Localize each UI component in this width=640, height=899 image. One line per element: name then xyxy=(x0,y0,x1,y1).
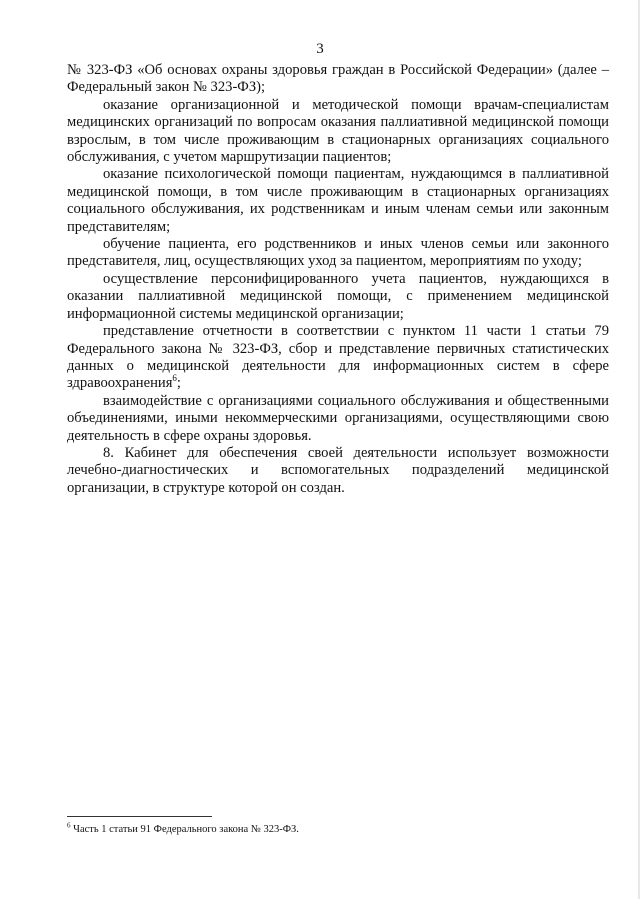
paragraph-law-reference: № 323-ФЗ «Об основах охраны здоровья граждан в Российской Федерации» (далее – Федеральный закон № 323-ФЗ); xyxy=(67,62,609,96)
footnote-reference: 6 xyxy=(172,373,177,384)
page-number: 3 xyxy=(316,41,324,57)
paragraph-reporting-text: представление отчетности в соответствии с пунктом 11 части 1 статьи 79 Федерального закона № 323-ФЗ, сбор и представление первичных статистических данных о медицинской деятельности для информационных систем в сфере здравоохранения xyxy=(67,323,609,392)
paragraph-clause-8: 8. Кабинет для обеспечения своей деятельности использует возможности лечебно-диагностических и вспомогательных подразделений медицинской организации, в структуре которой он создан. xyxy=(67,444,609,496)
paragraph-patient-training: обучение пациента, его родственников и иных членов семьи или законного представителя, лиц, осуществляющих уход за пациентом, мероприятиям по уходу; xyxy=(67,236,609,270)
paragraph-personal-registry: осуществление персонифицированного учета пациентов, нуждающихся в оказании паллиативной медицинской помощи, с применением медицинской информационной системы медицинской организации; xyxy=(67,270,609,322)
footnote xyxy=(67,823,587,836)
footnote-marker: 6 xyxy=(67,821,71,830)
paragraph-reporting xyxy=(67,323,609,393)
paragraph-cooperation: взаимодействие с организациями социального обслуживания и общественными объединениями, иными некоммерческими организациями, осуществляющими свою деятельность в сфере охраны здоровья. xyxy=(67,392,609,444)
footnote-divider xyxy=(67,816,212,817)
paragraph-psychological-help: оказание психологической помощи пациентам, нуждающимся в паллиативной медицинской помощи, в том числе проживающим в стационарных организациях социального обслуживания, их родственникам и иным членам семьи или законным представителям; xyxy=(67,166,609,235)
footnote-text: Часть 1 статьи 91 Федерального закона № 323-ФЗ. xyxy=(70,824,299,835)
document-body xyxy=(67,62,609,497)
paragraph-methodical-help: оказание организационной и методической помощи врачам-специалистам медицинских организаций по вопросам оказания паллиативной медицинской помощи взрослым, в том числе проживающим в стационарных организациях социального обслуживания, с учетом маршрутизации пациентов; xyxy=(67,96,609,166)
paragraph-reporting-end: ; xyxy=(176,375,181,392)
